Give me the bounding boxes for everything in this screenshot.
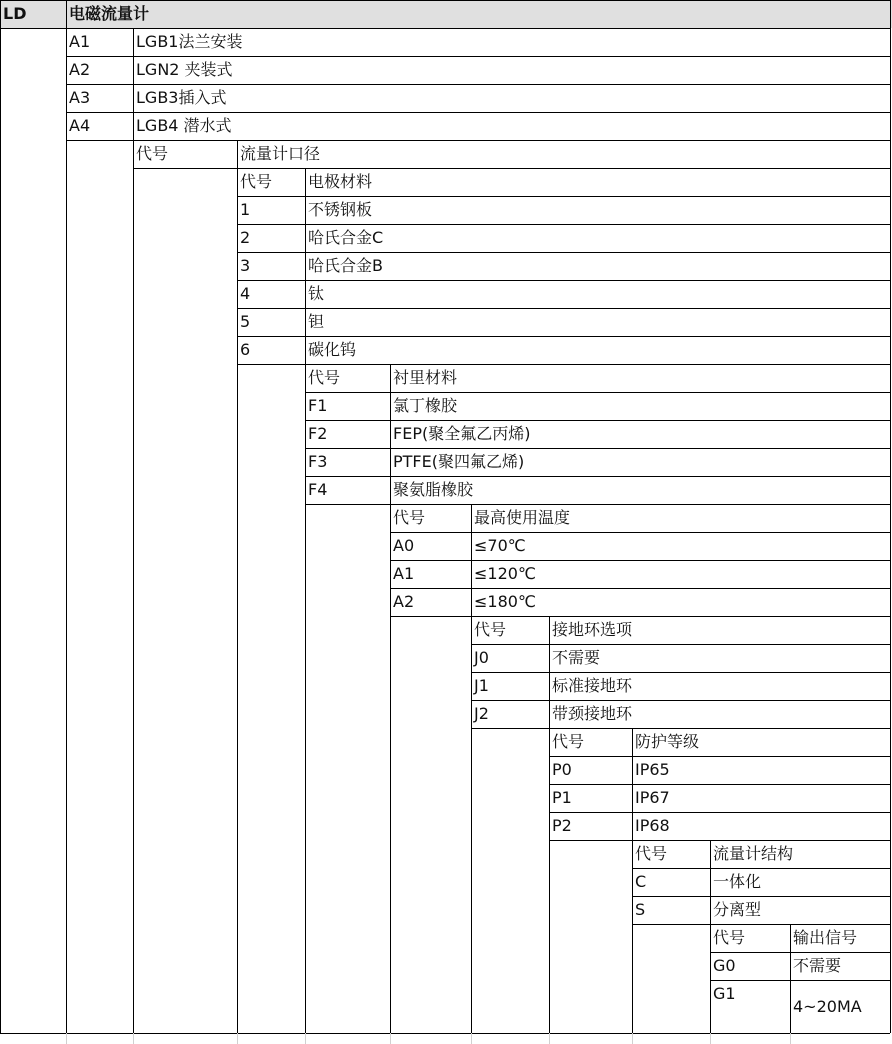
- structure-item-code: C: [635, 872, 647, 891]
- electrode-row-border: [237, 308, 890, 309]
- electrode-header-border: [237, 196, 890, 197]
- electrode-item-label: 哈氏合金C: [308, 228, 384, 247]
- lining-header-border: [305, 392, 890, 393]
- models-item-label: LGB3插入式: [136, 88, 227, 107]
- output-header-border: [710, 952, 890, 953]
- models-item-code: A4: [69, 116, 91, 135]
- output-item-code: G0: [713, 956, 736, 975]
- temperature-item-label: ≤180℃: [474, 592, 536, 611]
- electrode-item-code: 6: [240, 340, 251, 359]
- structure-row-border: [632, 896, 890, 897]
- grounding-item-code: J0: [474, 648, 489, 667]
- models-item-label: LGN2 夹装式: [136, 60, 233, 79]
- grounding-item-code: J1: [474, 676, 489, 695]
- lining-title: 衬里材料: [393, 368, 458, 387]
- grounding-code-header: 代号: [474, 620, 507, 639]
- electrode-item-code: 3: [240, 256, 251, 275]
- lining-item-label: PTFE(聚四氟乙烯): [393, 452, 525, 471]
- temperature-item-code: A0: [393, 536, 415, 555]
- diameter-header-border: [133, 168, 890, 169]
- table-right-border: [890, 0, 891, 1033]
- column-border: [549, 616, 550, 1033]
- structure-item-code: S: [635, 900, 646, 919]
- structure-item-label: 一体化: [713, 872, 762, 891]
- models-item-code: A1: [69, 32, 91, 51]
- grounding-item-code: J2: [474, 704, 489, 723]
- grid-remnant: [237, 1033, 238, 1044]
- lining-code-header: 代号: [308, 368, 341, 387]
- output-item-label: 不需要: [793, 956, 842, 975]
- electrode-item-label: 哈氏合金B: [308, 256, 383, 275]
- protection-item-code: P2: [552, 816, 572, 835]
- column-border: [790, 924, 791, 1033]
- grounding-header-border: [471, 644, 890, 645]
- models-item-label: LGB4 潜水式: [136, 116, 232, 135]
- electrode-item-label: 不锈钢板: [308, 200, 373, 219]
- temperature-item-label: ≤70℃: [474, 536, 526, 555]
- temperature-row-border: [390, 616, 890, 617]
- lining-item-code: F2: [308, 424, 328, 443]
- lining-item-label: 氯丁橡胶: [393, 396, 458, 415]
- lining-item-code: F4: [308, 480, 328, 499]
- column-border: [237, 140, 238, 1033]
- lining-item-label: 聚氨脂橡胶: [393, 480, 474, 499]
- grid-remnant: [471, 1033, 472, 1044]
- grounding-row-border: [471, 700, 890, 701]
- protection-title: 防护等级: [635, 732, 700, 751]
- header-title: 电磁流量计: [66, 0, 890, 28]
- electrode-title: 电极材料: [308, 172, 373, 191]
- temperature-code-header: 代号: [393, 508, 426, 527]
- protection-item-label: IP68: [635, 816, 670, 835]
- temperature-row-border: [390, 560, 890, 561]
- electrode-item-code: 4: [240, 284, 251, 303]
- column-border: [471, 504, 472, 1033]
- table-left-border: [0, 0, 1, 1033]
- column-border: [305, 168, 306, 1033]
- grounding-item-label: 标准接地环: [552, 676, 633, 695]
- electrode-row-border: [237, 224, 890, 225]
- grid-remnant: [790, 1033, 791, 1044]
- header-code: LD: [0, 0, 66, 28]
- models-row-border: [66, 112, 890, 113]
- electrode-item-label: 碳化钨: [308, 340, 357, 359]
- column-border: [632, 728, 633, 1033]
- output-item-code: G1: [713, 984, 736, 1003]
- column-border: [66, 0, 67, 1033]
- electrode-row-border: [237, 252, 890, 253]
- protection-item-code: P1: [552, 788, 572, 807]
- lining-item-label: FEP(聚全氟乙丙烯): [393, 424, 531, 443]
- lining-row-border: [305, 476, 890, 477]
- electrode-item-code: 5: [240, 312, 251, 331]
- models-row-border: [66, 140, 890, 141]
- protection-row-border: [549, 840, 890, 841]
- protection-row-border: [549, 812, 890, 813]
- structure-row-border: [632, 924, 890, 925]
- electrode-row-border: [237, 364, 890, 365]
- column-border: [133, 28, 134, 1033]
- output-title: 输出信号: [793, 928, 858, 947]
- protection-header-border: [549, 756, 890, 757]
- protection-item-label: IP65: [635, 760, 670, 779]
- models-item-code: A2: [69, 60, 91, 79]
- models-item-code: A3: [69, 88, 91, 107]
- electrode-row-border: [237, 336, 890, 337]
- electrode-row-border: [237, 280, 890, 281]
- grounding-item-label: 带颈接地环: [552, 704, 633, 723]
- models-row-border: [66, 84, 890, 85]
- protection-item-code: P0: [552, 760, 572, 779]
- structure-code-header: 代号: [635, 844, 668, 863]
- protection-row-border: [549, 784, 890, 785]
- electrode-item-label: 钛: [308, 284, 325, 303]
- temperature-item-code: A1: [393, 564, 415, 583]
- temperature-row-border: [390, 588, 890, 589]
- structure-header-border: [632, 868, 890, 869]
- lining-item-code: F3: [308, 452, 328, 471]
- grid-remnant: [305, 1033, 306, 1044]
- electrode-item-code: 1: [240, 200, 251, 219]
- grounding-item-label: 不需要: [552, 648, 601, 667]
- grid-remnant: [390, 1033, 391, 1044]
- table-top-border: [0, 0, 890, 1]
- protection-code-header: 代号: [552, 732, 585, 751]
- output-row-border: [710, 980, 890, 981]
- models-row-border: [66, 56, 890, 57]
- temperature-item-code: A2: [393, 592, 415, 611]
- output-code-header: 代号: [713, 928, 746, 947]
- models-item-label: LGB1法兰安装: [136, 32, 243, 51]
- temperature-item-label: ≤120℃: [474, 564, 536, 583]
- output-item-label: 4~20MA: [793, 997, 862, 1016]
- electrode-item-label: 钽: [308, 312, 325, 331]
- diameter-code-header: 代号: [136, 144, 169, 163]
- grid-remnant: [710, 1033, 711, 1044]
- grounding-row-border: [471, 728, 890, 729]
- grid-remnant: [66, 1033, 67, 1044]
- electrode-code-header: 代号: [240, 172, 273, 191]
- diameter-title: 流量计口径: [240, 144, 321, 163]
- protection-item-label: IP67: [635, 788, 670, 807]
- lining-row-border: [305, 448, 890, 449]
- column-border: [710, 840, 711, 1033]
- temperature-title: 最高使用温度: [474, 508, 571, 527]
- grid-remnant: [133, 1033, 134, 1044]
- temperature-header-border: [390, 532, 890, 533]
- column-border: [390, 364, 391, 1033]
- structure-title: 流量计结构: [713, 844, 794, 863]
- grounding-title: 接地环选项: [552, 620, 633, 639]
- electrode-item-code: 2: [240, 228, 251, 247]
- grid-remnant: [549, 1033, 550, 1044]
- grid-remnant: [632, 1033, 633, 1044]
- structure-item-label: 分离型: [713, 900, 762, 919]
- grounding-row-border: [471, 672, 890, 673]
- lining-row-border: [305, 420, 890, 421]
- lining-item-code: F1: [308, 396, 328, 415]
- lining-row-border: [305, 504, 890, 505]
